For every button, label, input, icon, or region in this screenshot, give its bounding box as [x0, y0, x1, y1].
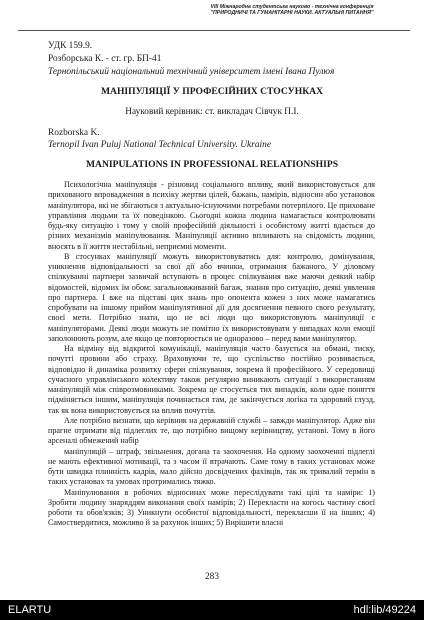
- header-divider: [18, 30, 410, 31]
- repository-footer: [0, 600, 424, 620]
- title-ua: МАНІПУЛЯЦІЇ У ПРОФЕСІЙНИХ СТОСУНКАХ: [100, 86, 324, 97]
- paragraph: маніпуляцій – штраф, звільнення, догана та заохочення. На одному заохоченні підлеглі не мають ефективної мотивації, та з часом її втрачають. Саме тому в таких установах може бути швидка плинність кадрів, мало дійсно досвідчених фахівців, так як тривалий термін в таких установах та умовах протримались тяжко.: [48, 446, 375, 487]
- repository-name: ELARTU: [8, 604, 52, 616]
- affiliation-ua: Тернопільський національний технічний університет імені Івана Пулюя: [48, 67, 335, 77]
- author-en: Rozborska K.: [48, 128, 100, 138]
- author-ua: Розборська К. - ст. гр. БП-41: [48, 54, 162, 64]
- page-number: 283: [205, 572, 219, 582]
- supervisor-ua: Науковий керівник: ст. викладач Сівчук П.І.: [125, 107, 299, 117]
- article-body: [48, 180, 375, 529]
- paragraph: На відміну від відкритої комунікації, маніпуляція часто базується на обмані, тиску, почутті провини або страху. Враховуючи те, що суспільство постійно розвивається, відповідно й динаміка розвитку сфери спілкування, зокрема й професійного. У середовищі сучасного управлінського колективу також регулярно виникають ситуації з використанням маніпуляцій між співрозмовниками. Зокрема це стосується тих випадків, коли одне поняття підміняється іншим, маніпуляція починається там, де закінчується логіка та здоровий глузд, так як вона використовується на вплив почуттів.: [48, 344, 375, 415]
- affiliation-en: Ternopil Ivan Puluj National Technical University. Ukraine: [48, 140, 271, 150]
- conference-line-2: "ПРИРОДНИЧІ ТА ГУМАНІТАРНІ НАУКИ. АКТУАЛЬНІ ПИТАННЯ": [210, 10, 374, 17]
- conference-line-1: VIII Міжнародна студентська науково - технічна конференція: [210, 4, 374, 10]
- conference-header: [168, 4, 416, 17]
- title-en: MANIPULATIONS IN PROFESSIONAL RELATIONSHIPS: [85, 159, 339, 170]
- paragraph: Але потрібно визнати, що керівник на державній службі – завжди маніпулятор. Адже він прагне отримати від підлеглих те, що потрібно вищому керівництву, установі. Тому в його арсеналі обмежений набір: [48, 415, 375, 446]
- handle-link[interactable]: hdl:lib/49224: [353, 604, 416, 616]
- paragraph: В стосунках маніпуляції можуть використовуватись для: контролю, домінування, уникнення відповідальності за свої дії або вчинки, отримання бажаного. У діловому спілкуванні партнери зазвичай вступають в процес спілкування вже маючи деякий набір відомостей, відомих їм обом: загальновживаний багаж, знання про ситуацію, деякі уявлення про партнера. І вже на підставі цих знань про опонента кожен з них може намагатись спробувати на іншому прийом маніпулятивної дії для досягнення певного свого результату, своєї мети. Потрібно знати, що не всі люди що використовують маніпуляції є маніпуляторами. Деякі люди можуть не помітно їх використовувати у випадках коли емоції заполонюють розум, але якщо це повторюється не одноразово – перед вами маніпулятор.: [48, 251, 375, 343]
- paragraph: Маніпулювання в робочих відносинах може переслідувати такі цілі та наміри: 1) Зробити людину знаряддям виконання своїх намірів; 2) Перекласти на когось частину своєї роботи та обов'язків; 3) Уникнути особистої відповідальності, перекласши її на інших; 4) Самоствердитися, можливо й за рахунок інших; 5) Вирішити власні: [48, 487, 375, 528]
- paragraph: Психологічна маніпуляція - різновид соціального впливу, який використовується для прихованого впровадження в психіку жертви цілей, бажань, намірів, відносин або установок маніпулятора, які не збігаються з актуально-існуючими потребами потерпілого. Це приховане управління людьми та їх поведінкою. Сьогодні кожна людина намагається контролювати будь-яку ситуацію і тому у своїй професійній діяльності і особистому житті вдається до різних механізмів маніпулювання. Маніпуляції активно впливають на свідомість людини, вносять в її життя нестабільні, неприємні моменти.: [48, 180, 375, 251]
- udc-code: УДК 159.9.: [48, 41, 93, 51]
